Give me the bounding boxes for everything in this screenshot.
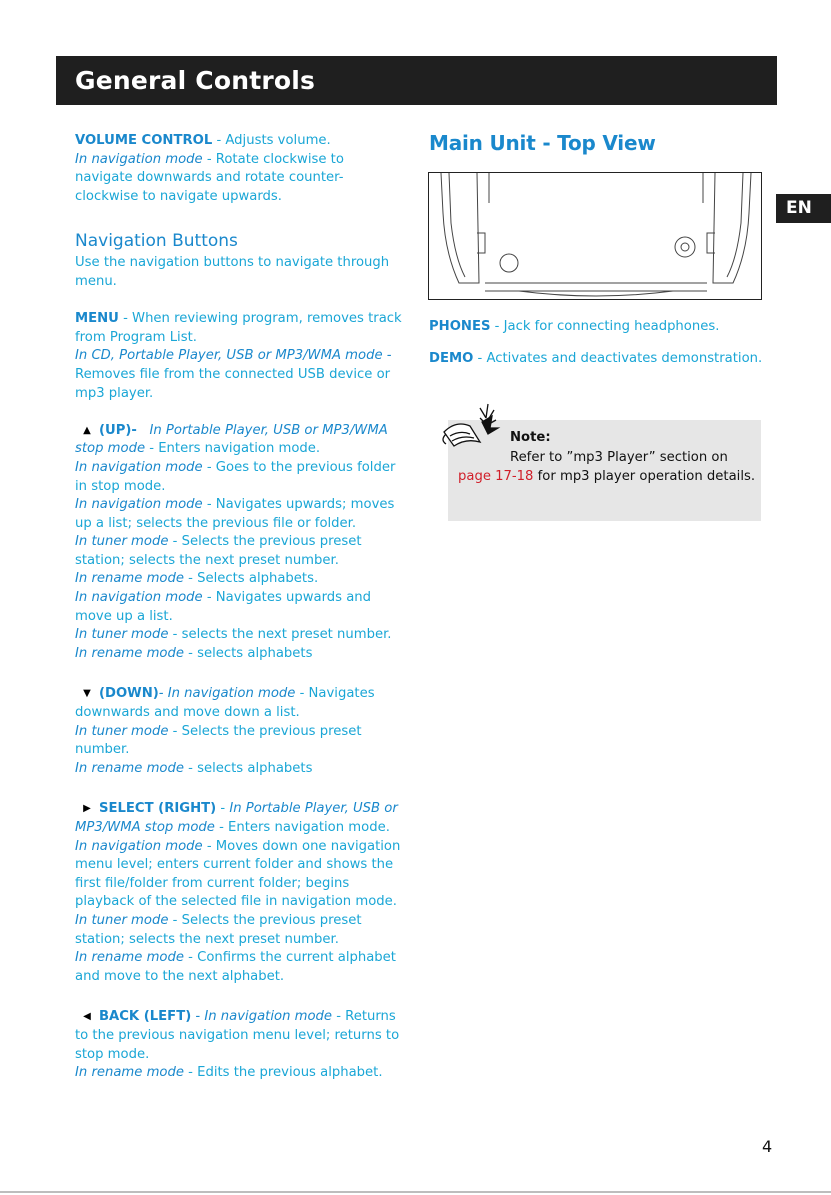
page-title: General Controls (75, 66, 316, 95)
navigation-buttons-heading: Navigation Buttons (75, 231, 238, 252)
up-section: ▲ (UP)- In Portable Player, USB or MP3/WMA stop mode - Enters navigation mode. In navigation mode - Goes to the previous folder in stop mode. In navigation mode - Navigates upwards; moves up a list; selects the previous file or folder. In tuner mode - Selects the previous preset station; selects the next preset number. In rename mode - Selects alphabets. In navigation mode - Navigates upwards and move up a list. In tuner mode - selects the next preset number. In rename mode - selects alphabets (75, 422, 396, 661)
main-unit-top-view-figure (428, 172, 762, 300)
back-section: ◀ BACK (LEFT) - In navigation mode - Returns to the previous navigation menu level; returns to stop mode. In rename mode - Edits the previous alphabet. (75, 1009, 400, 1081)
note-text-line-2: page 17-18 for mp3 player operation details. (458, 469, 756, 484)
language-tab: EN (776, 194, 831, 223)
left-triangle-icon: ◀ (83, 1011, 91, 1023)
up-triangle-icon: ▲ (83, 424, 91, 436)
down-triangle-icon: ▼ (83, 688, 91, 700)
note-paper-icon (436, 398, 508, 458)
bottom-rule (0, 1191, 831, 1193)
note-text-line-1: Refer to ”mp3 Player” section on (510, 450, 728, 465)
page-reference-link[interactable]: page 17-18 (458, 469, 534, 484)
device-line-drawing (429, 173, 762, 300)
left-column: VOLUME CONTROL - Adjusts volume. In navigation mode - Rotate clockwise to navigate downwards and rotate counter- clockwise to navigate upwards. Navigation Buttons Use the navigation buttons to navigate through menu. MENU - When reviewing program, removes track from Program List. In CD, Portable Player, USB or MP3/WMA mode - Removes file from the connected USB device or mp3 player. ▲ (UP)- In Portable Player, USB or MP3/WMA stop mode - Enters navigation mode. In navigation mode - Goes to the previous folder in stop mode. In navigation mode - Navigates upwards; moves up a list; selects the previous file or folder. In tuner mode - Selects the previous preset station; selects the next preset number. In rename mode - Selects alphabets. In navigation mode - Navigates upwards and move up a list. In tuner mode - selects the next preset number. In rename mode - selects alphabets ▼ (DOWN)- In navigation mode - Navigates downwards and move down a list. In tuner mode - Selects the previous preset number. In rename mode - selects alphabets ▶ SELECT (RIGHT) - In Portable Player, USB or MP3/WMA stop mode - Enters navigation mode. In navigation mode - Moves down one navigation menu level; enters current folder and shows the first file/folder from current folder; begins playback of the selected file in navigation mode. In tuner mode - Selects the previous preset station; selects the next preset number. In rename mode - Confirms the current alphabet and move to the next alphabet. ◀ BACK (LEFT) - In navigation mode - Returns to the previous navigation menu level; returns to stop mode. In rename mode - Edits the previous alphabet. (75, 132, 409, 1083)
select-section: ▶ SELECT (RIGHT) - In Portable Player, USB or MP3/WMA stop mode - Enters navigation mode. In navigation mode - Moves down one navigation menu level; enters current folder and shows the first file/folder from current folder; begins playback of the selected file in navigation mode. In tuner mode - Selects the previous preset station; selects the next preset number. In rename mode - Confirms the current alphabet and move to the next alphabet. (75, 801, 401, 984)
menu-section: MENU - When reviewing program, removes track from Program List. In CD, Portable Player, USB or MP3/WMA mode - Removes file from the connected USB device or mp3 player. (75, 311, 402, 401)
volume-control-section: VOLUME CONTROL - Adjusts volume. In navigation mode - Rotate clockwise to navigate downwards and rotate counter- clockwise to navigate upwards. (75, 133, 344, 204)
main-unit-top-view-heading: Main Unit - Top View (429, 131, 656, 155)
right-triangle-icon: ▶ (83, 803, 91, 815)
down-section: ▼ (DOWN)- In navigation mode - Navigates downwards and move down a list. In tuner mode - Selects the previous preset number. In rename mode - selects alphabets (75, 686, 375, 776)
demo-description: DEMO - Activates and deactivates demonstration. (429, 351, 763, 366)
header-bar (56, 56, 777, 105)
note-title: Note: (510, 430, 551, 445)
phones-description: PHONES - Jack for connecting headphones. (429, 319, 720, 334)
page-number: 4 (762, 1137, 773, 1156)
